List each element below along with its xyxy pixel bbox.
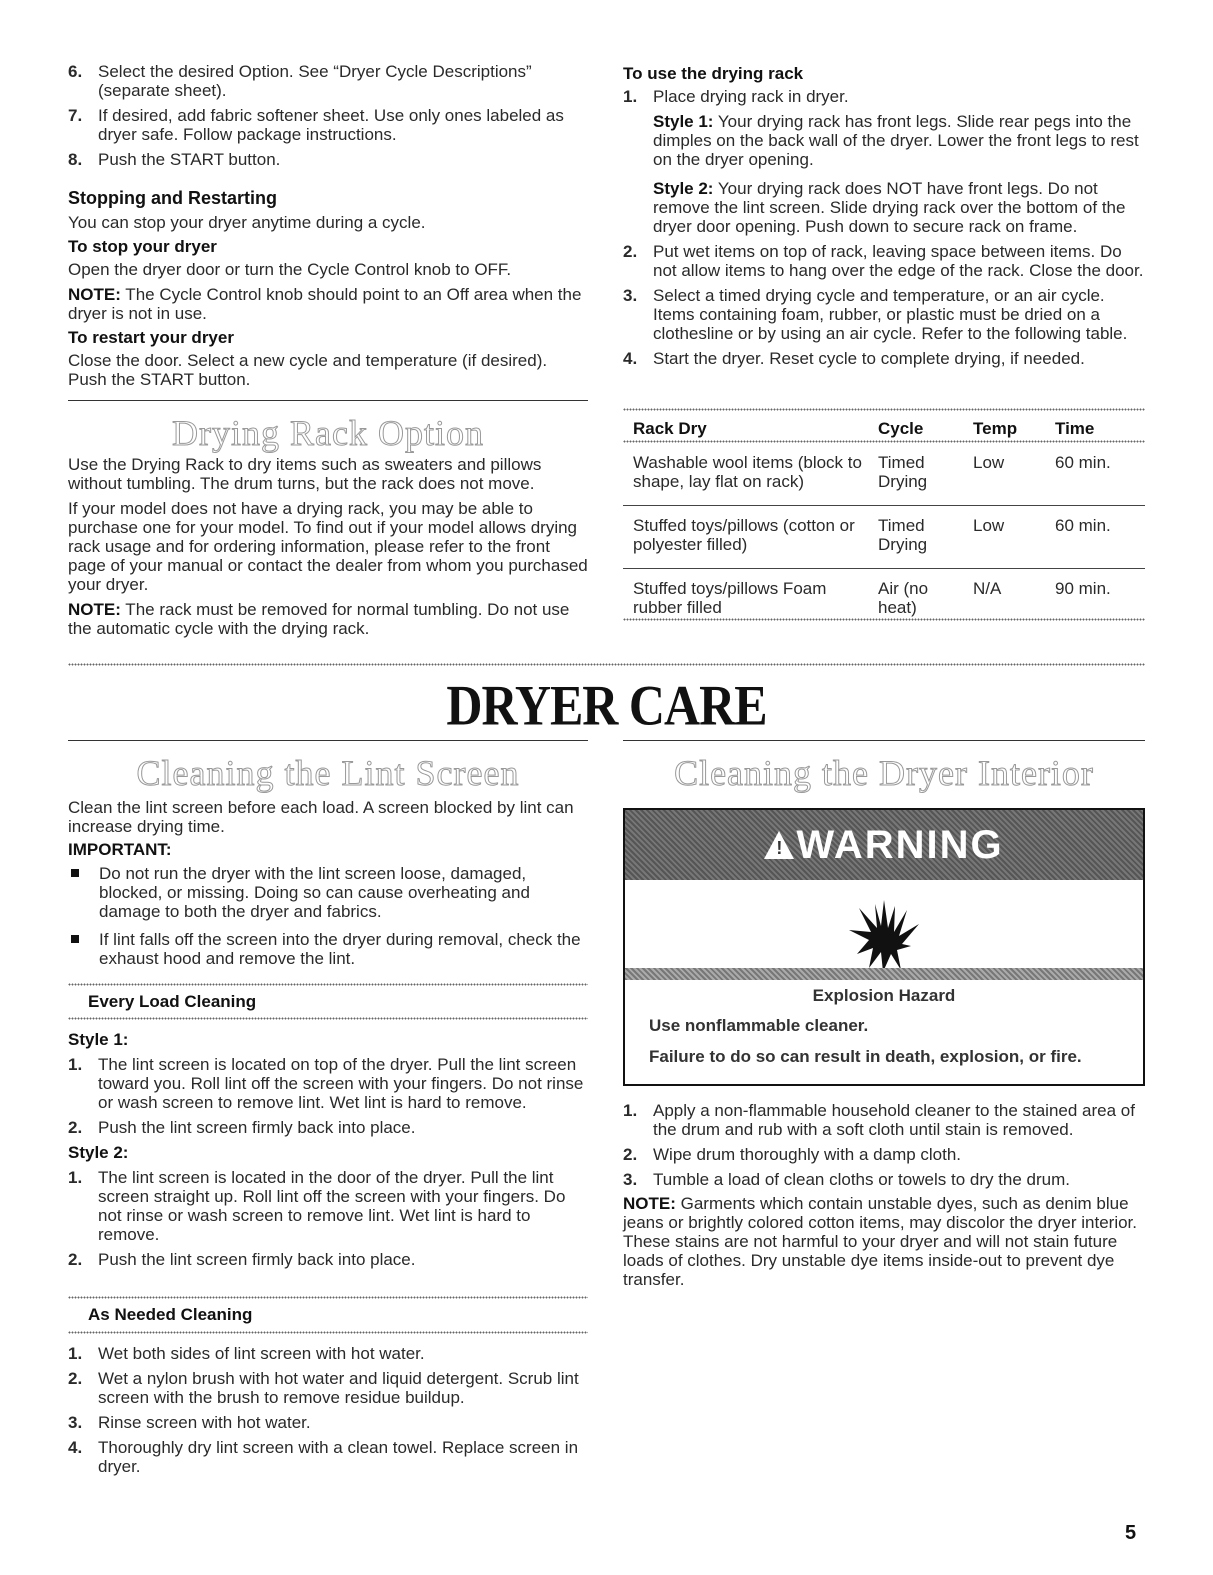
- every-load-rule-top: [68, 983, 588, 986]
- restart-heading: To restart your dryer: [68, 328, 234, 347]
- stop-text: Open the dryer door or turn the Cycle Control knob to OFF.: [68, 260, 512, 279]
- drying-rack-title: Drying Rack Option: [172, 413, 484, 453]
- table-cell: Stuffed toys/pillows (cotton or polyester filled): [623, 506, 868, 569]
- stop-heading: To stop your dryer: [68, 237, 217, 256]
- as-needed-rule-top: [68, 1296, 588, 1299]
- table-cell: Stuffed toys/pillows Foam rubber filled: [623, 569, 868, 632]
- rack-dry-table: [623, 416, 1145, 631]
- table-cell: Timed Drying: [878, 453, 928, 491]
- divider: [623, 740, 1145, 741]
- list-item: 2. Push the lint screen firmly back into place.: [68, 1250, 416, 1269]
- list-item: If lint falls off the screen into the dryer during removal, check the exhaust hood and remove the lint.: [68, 930, 588, 968]
- divider: [68, 400, 588, 401]
- start-steps-list: [68, 62, 588, 169]
- table-row: [623, 443, 1145, 506]
- list-item: 1. Wet both sides of lint screen with hot water.: [68, 1344, 425, 1363]
- hazard-line-1: Use nonflammable cleaner.: [649, 1016, 869, 1035]
- drying-rack-p1: Use the Drying Rack to dry items such as sweaters and pillows without tumbling. The drum turns, but the rack does not move.: [68, 455, 542, 493]
- warning-box: [623, 808, 1145, 1086]
- warning-banner: [625, 810, 1143, 880]
- table-cell: 90 min.: [1045, 569, 1145, 632]
- style2-steps: [68, 1168, 588, 1269]
- divider: [68, 740, 588, 741]
- as-needed-heading: As Needed Cleaning: [88, 1305, 253, 1324]
- table-cell: Air (no heat): [868, 569, 963, 632]
- list-item: 2. Wipe drum thoroughly with a damp cloth.: [623, 1145, 962, 1164]
- table-row: [623, 506, 1145, 569]
- top-left-column: [68, 62, 588, 389]
- lint-intro: Clean the lint screen before each load. A screen blocked by lint can increase drying time.: [68, 798, 574, 836]
- table-header-row: [623, 416, 1145, 440]
- stopping-heading: Stopping and Restarting: [68, 188, 277, 208]
- table-header: Rack Dry: [633, 418, 707, 438]
- list-item: 2. Put wet items on top of rack, leaving space between items. Do not allow items to hang over the edge of the rack. Close the door.: [623, 242, 1144, 280]
- table-cell: 60 min.: [1045, 506, 1145, 569]
- table-cell: Washable wool items (block to shape, lay flat on rack): [633, 453, 862, 491]
- table-bottom-rule: [623, 618, 1145, 621]
- drying-rack-note: NOTE: The rack must be removed for normal tumbling. Do not use the automatic cycle with the drying rack.: [68, 600, 570, 638]
- drying-rack-section: [68, 455, 588, 638]
- every-load-rule-bottom: [68, 1017, 588, 1020]
- table-header: Time: [1055, 418, 1095, 438]
- as-needed-section: [68, 1344, 588, 1482]
- use-rack-heading: To use the drying rack: [623, 64, 804, 83]
- list-item: 7. If desired, add fabric softener sheet. Use only ones labeled as dryer safe. Follow package instructions.: [68, 106, 564, 144]
- style2-label: Style 2:: [68, 1143, 129, 1162]
- dryer-interior-title: Cleaning the Dryer Interior: [674, 753, 1094, 793]
- rack-style1: Style 1: Your drying rack has front legs. Slide rear pegs into the dimples on the back wall of the dryer. Lower the front legs to rest on the dryer opening.: [653, 112, 1139, 169]
- list-item: Do not run the dryer with the lint screen loose, damaged, blocked, or missing. Doing so can cause overheating and damage to both the dryer and fabrics.: [68, 864, 588, 921]
- table-header: Temp: [973, 418, 1018, 438]
- explosion-icon: [839, 888, 929, 978]
- list-item: 1. Place drying rack in dryer. Style 1: Your drying rack has front legs. Slide rear pegs into the dimples on the back wall of the dryer. Lower the front legs to rest on the dryer opening. Style 2: Your drying rack does NOT have front legs. Do not remove the lint screen. Slide drying rack over the bottom of the dryer door opening. Push down to secure rack on frame.: [623, 87, 1145, 236]
- rack-style2: Style 2: Your drying rack does NOT have front legs. Do not remove the lint screen. Slide drying rack over the bottom of the dryer door opening. Push down to secure rack on frame.: [653, 179, 1126, 236]
- hazard-line-2: Failure to do so can result in death, explosion, or fire.: [649, 1047, 1082, 1066]
- bullet-icon: [71, 869, 79, 877]
- list-item: 2. Push the lint screen firmly back into place.: [68, 1118, 416, 1137]
- lint-screen-title: Cleaning the Lint Screen: [136, 753, 520, 793]
- table-cell: N/A: [963, 569, 1045, 632]
- list-item: 1. Apply a non-flammable household cleaner to the stained area of the drum and rub with a soft cloth until stain is removed.: [623, 1101, 1135, 1139]
- full-width-rule: [68, 663, 1145, 666]
- table-cell: Low: [963, 506, 1045, 569]
- list-item: 8. Push the START button.: [68, 150, 281, 169]
- table-cell: 60 min.: [1055, 453, 1111, 472]
- bullet-icon: [71, 935, 79, 943]
- restart-text: Close the door. Select a new cycle and temperature (if desired). Push the START button.: [68, 351, 548, 389]
- lint-intro-section: [68, 798, 588, 977]
- every-load-section: [68, 1030, 588, 1275]
- table-cell: Timed Drying: [868, 506, 963, 569]
- page-number: 5: [1125, 1522, 1137, 1544]
- interior-note: NOTE: Garments which contain unstable dyes, such as denim blue jeans or brightly colored cotton items, may discolor the dryer interior. These stains are not harmful to your dryer and will not stain future loads of clothes. Dry unstable dye items inside-out to prevent dye transfer.: [623, 1194, 1138, 1289]
- warning-divider: [625, 968, 1143, 980]
- style1-steps: [68, 1055, 588, 1137]
- drying-rack-p2: If your model does not have a drying rack, you may be able to purchase one for your model. To find out if your model allows drying rack usage and for ordering information, please refer to the front page of your manual or contact the dealer from whom you purchased your dryer.: [68, 499, 588, 594]
- list-item: 2. Wet a nylon brush with hot water and liquid detergent. Scrub lint screen with the brush to remove residue buildup.: [68, 1369, 579, 1407]
- interior-steps: [623, 1101, 1145, 1189]
- list-item: 1. The lint screen is located on top of the dryer. Pull the lint screen toward you. Roll lint off the screen with your fingers. Do not rinse or wash screen to remove lint. Wet lint is hard to remove.: [68, 1055, 584, 1112]
- warning-triangle-icon: !: [764, 831, 794, 859]
- stopping-text: You can stop your dryer anytime during a cycle.: [68, 213, 426, 232]
- list-item: 4. Thoroughly dry lint screen with a clean towel. Replace screen in dryer.: [68, 1438, 579, 1476]
- use-rack-steps: [623, 87, 1145, 368]
- list-item: 3. Select a timed drying cycle and temperature, or an air cycle. Items containing foam, rubber, or plastic must be dried on a clothesline or by using an air cycle. Refer to the following table.: [623, 286, 1128, 343]
- as-needed-steps: [68, 1344, 588, 1476]
- list-item: 6. Select the desired Option. See “Dryer Cycle Descriptions” (separate sheet).: [68, 62, 532, 100]
- list-item: 3. Rinse screen with hot water.: [68, 1413, 311, 1432]
- style1-label: Style 1:: [68, 1030, 129, 1049]
- as-needed-rule-bottom: [68, 1331, 588, 1334]
- table-header: Cycle: [878, 418, 924, 438]
- warning-heading: ! WARNING: [764, 823, 1003, 868]
- interior-section: [623, 1101, 1145, 1289]
- stop-note: NOTE: The Cycle Control knob should point to an Off area when the dryer is not in use.: [68, 285, 582, 323]
- use-rack-section: [623, 64, 1145, 374]
- table-cell: Low: [973, 453, 1005, 472]
- list-item: 1. The lint screen is located in the door of the dryer. Pull the lint screen straight up. Roll lint off the screen with your fingers. Do not rinse or wash screen to remove lint. Wet lint is hard to remove.: [68, 1168, 566, 1244]
- list-item: 3. Tumble a load of clean cloths or towels to dry the drum.: [623, 1170, 1071, 1189]
- hazard-title: Explosion Hazard: [812, 986, 956, 1005]
- important-bullets: [68, 864, 588, 968]
- list-item: 4. Start the dryer. Reset cycle to complete drying, if needed.: [623, 349, 1085, 368]
- every-load-heading: Every Load Cleaning: [88, 992, 257, 1011]
- table-row: [623, 569, 1145, 632]
- important-label: IMPORTANT:: [68, 840, 172, 859]
- dryer-care-title: DRYER CARE: [446, 672, 767, 738]
- table-top-rule: [623, 408, 1145, 411]
